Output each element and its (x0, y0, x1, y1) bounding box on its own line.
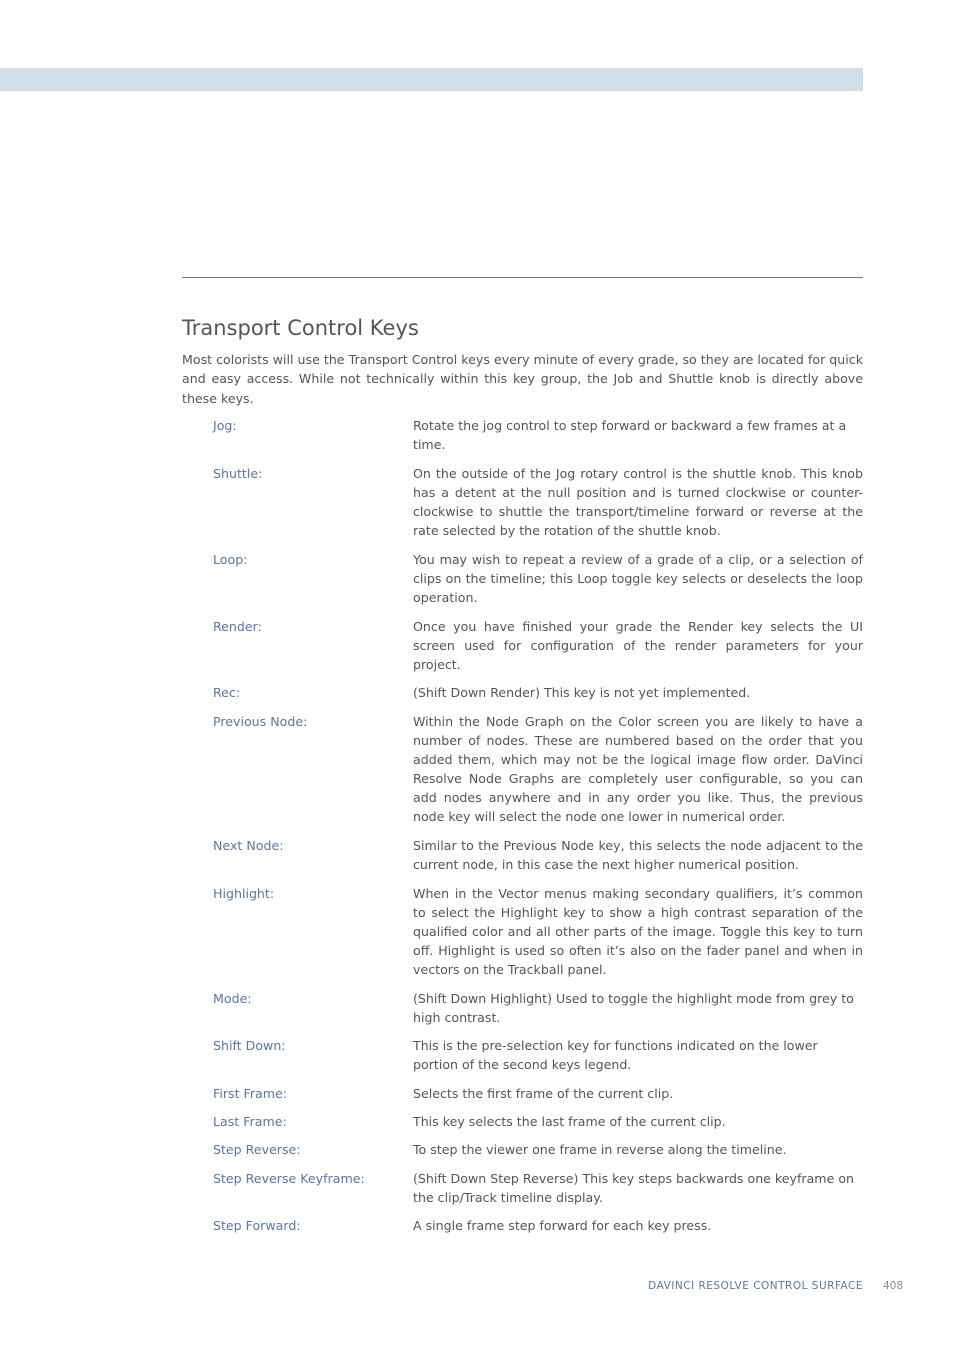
section-intro: Most colorists will use the Transport Control keys every minute of every grade, so they are located for quick and easy access. While not technically within this key group, the Job and Shuttle knob is directly above these keys. (182, 352, 863, 406)
key-description: A single frame step forward for each key press. (413, 1218, 712, 1233)
key-description: This is the pre-selection key for functions indicated on the lower portion of the second keys legend. (413, 1038, 818, 1073)
key-description: (Shift Down Highlight) Used to toggle the highlight mode from grey to high contrast. (413, 991, 854, 1026)
key-description: This key selects the last frame of the current clip. (413, 1114, 726, 1129)
key-description: (Shift Down Render) This key is not yet implemented. (413, 685, 751, 700)
key-term: Step Reverse: (213, 1142, 301, 1157)
key-term: Next Node: (213, 838, 284, 853)
key-description: Similar to the Previous Node key, this selects the node adjacent to the current node, in this case the next higher numerical position. (413, 838, 863, 873)
key-term: Last Frame: (213, 1114, 287, 1129)
key-description: Once you have finished your grade the Render key selects the UI screen used for configuration of the render parameters for your project. (413, 619, 863, 673)
key-term: Previous Node: (213, 714, 308, 729)
key-term: Step Forward: (213, 1218, 301, 1233)
key-description: Within the Node Graph on the Color screen you are likely to have a number of nodes. These are numbered based on the order that you added them, which may not be the logical image flow order. DaVinci Resolve Node Graphs are completely user configurable, so you can add nodes anywhere and in any order you like. Thus, the previous node key will select the node one lower in numerical order. (413, 714, 863, 825)
section-title: Transport Control Keys (182, 316, 419, 340)
key-term: Mode: (213, 991, 252, 1006)
key-description: On the outside of the Jog rotary control is the shuttle knob. This knob has a detent at the null position and is turned clockwise or counter-clockwise to shuttle the transport/timeline forward or reverse at the rate selected by the rotation of the shuttle knob. (413, 466, 863, 539)
key-description: To step the viewer one frame in reverse along the timeline. (413, 1142, 787, 1157)
key-term: Step Reverse Keyframe: (213, 1171, 365, 1186)
key-term: Shift Down: (213, 1038, 286, 1053)
key-term: Jog: (213, 418, 237, 433)
key-description: When in the Vector menus making secondary qualifiers, it’s common to select the Highlight key to show a high contrast separation of the qualified color and all other parts of the image. Toggle this key to turn off. Highlight is used so often it’s also on the fader panel and when in vectors on the Trackball panel. (413, 886, 863, 978)
key-term: First Frame: (213, 1086, 287, 1101)
key-term: Highlight: (213, 886, 275, 901)
page-number: 408 (883, 1280, 904, 1292)
key-description: (Shift Down Step Reverse) This key steps backwards one keyframe on the clip/Track timeline display. (413, 1171, 855, 1206)
key-description: Selects the first frame of the current clip. (413, 1086, 674, 1101)
key-description: You may wish to repeat a review of a grade of a clip, or a selection of clips on the timeline; this Loop toggle key selects or deselects the loop operation. (413, 552, 863, 606)
key-term: Render: (213, 619, 262, 634)
key-term: Shuttle: (213, 466, 263, 481)
key-term: Loop: (213, 552, 248, 567)
footer-title: DAVINCI RESOLVE CONTROL SURFACE (648, 1280, 863, 1292)
key-term: Rec: (213, 685, 241, 700)
key-description: Rotate the jog control to step forward or backward a few frames at a time. (413, 418, 847, 453)
